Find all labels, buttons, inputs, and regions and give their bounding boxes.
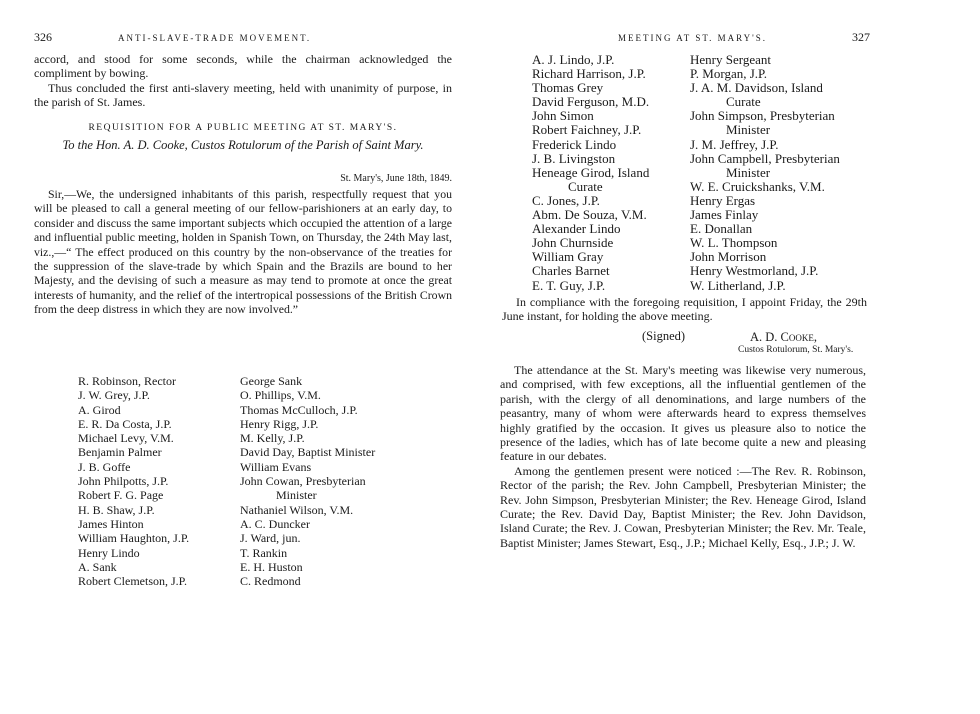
- signatory-name: C. Redmond: [240, 574, 301, 589]
- signatory-name: E. H. Huston: [240, 559, 303, 574]
- signatory-name: W. L. Thompson: [690, 235, 778, 251]
- signatory-name: Minister: [726, 122, 771, 138]
- signatory-name: W. Litherland, J.P.: [690, 277, 786, 293]
- signatory-name: J. B. Livingston: [532, 150, 616, 166]
- signatory-name: Robert Clemetson, J.P.: [78, 574, 188, 589]
- paragraph-opening: accord, and stood for some seconds, while the chairman acknowledged the compliment by bowing.: [34, 52, 452, 81]
- signatory-name: John Simpson, Presbyterian: [690, 108, 835, 124]
- paragraph-gentlemen: Among the gentlemen present were noticed :—The Rev. R. Robinson, Rector of the parish; the Rev. John Campbell, Presbyterian Minister; the Rev. John Simpson, Presbyterian Minister; the Rev. Heneage Girod, Island Curate; the Rev. David Day, Baptist Minister; the Rev. John Davidson, Island Curate; the Rev. J. Cowan, Presbyterian Minister; the Rev. Mr. Teale, Baptist Minister; James Stewart, Esq., J.P.; Michael Kelly, Esq., J.P.; J. W.: [500, 463, 866, 550]
- signatory-name: W. E. Cruickshanks, V.M.: [690, 178, 825, 194]
- signatory-name: A. Sank: [78, 559, 117, 574]
- date-line: St. Mary's, June 18th, 1849.: [340, 173, 452, 184]
- signatory-name: Robert Faichney, J.P.: [532, 122, 642, 138]
- signer-title: Custos Rotulorum, St. Mary's.: [738, 345, 854, 355]
- signatory-name: R. Robinson, Rector: [78, 374, 176, 388]
- signatory-name: John Morrison: [690, 249, 767, 265]
- signatory-name: E. Donallan: [690, 221, 753, 237]
- signatory-name: John Campbell, Presbyterian: [690, 150, 840, 166]
- signatory-name: J. Ward, jun.: [240, 531, 301, 546]
- signatory-name: Thomas McCulloch, J.P.: [240, 402, 358, 417]
- signatory-name: T. Rankin: [240, 545, 288, 560]
- signatory-name: John Cowan, Presbyterian: [240, 474, 366, 489]
- paragraph-attendance: The attendance at the St. Mary's meeting was likewise very numerous, and comprised, with few exceptions, all the influential gentlemen of the parish, with the clergy of all denominations, and large numbers of the peasantry, many of whom were afterwards heard to express themselves highly gratified by the occasion. It gives us pleasure also to notice the presence of the ladies, which has of late become quite a new and pleasing feature in our debates.: [500, 363, 866, 464]
- signatory-name: Robert F. G. Page: [78, 488, 164, 503]
- paragraph-concluded: Thus concluded the first anti-slavery meeting, held with unanimity of purpose, in the parish of St. James.: [34, 80, 452, 110]
- signatory-name: William Evans: [240, 459, 312, 474]
- signatory-name: J. W. Grey, J.P.: [78, 388, 150, 403]
- signatory-list-left: [532, 53, 649, 293]
- signatory-name: Henry Ergas: [690, 192, 756, 208]
- signatory-name: John Churnside: [532, 235, 614, 251]
- running-title-right: MEETING AT ST. MARY'S.: [618, 33, 768, 43]
- signatory-name: A. J. Lindo, J.P.: [532, 52, 615, 67]
- page-number-left: 326: [34, 30, 52, 44]
- signatory-name: Henry Lindo: [78, 545, 140, 560]
- signatory-name: Abm. De Souza, V.M.: [532, 207, 647, 223]
- signatory-name: David Day, Baptist Minister: [240, 445, 376, 460]
- signatory-name: James Finlay: [690, 207, 759, 223]
- signatory-name: Michael Levy, V.M.: [78, 431, 174, 446]
- signatory-name: P. Morgan, J.P.: [690, 66, 768, 82]
- signatory-name: A. C. Duncker: [240, 516, 310, 531]
- signatory-list-right: [690, 53, 840, 293]
- signatory-name: Thomas Grey: [532, 80, 604, 96]
- signatory-name: A. Girod: [78, 402, 121, 417]
- letter-body: Sir,—We, the undersigned inhabitants of this parish, respectfully request that you will be pleased to call a general meeting of our fellow-parishioners at an early day, to consider and discuss the same important subjects which occupied the attention of a large and influential public meeting, holden in Spanish Town, on Thursday, the 24th May last, viz.,—“ The effect produced on this country by the non-observance of the treaties for the suppression of the slave-trade by which Spain and the Brazils are bound to her Majesty, and the devising of such a measure as may tend to promote at once the great interests of humanity, and the relief of the intertropical possessions of the British Crown from the deep distress in which they are now involved.”: [34, 187, 452, 317]
- signatory-name: David Ferguson, M.D.: [532, 94, 650, 110]
- signatory-list-right: [240, 374, 375, 588]
- signatory-name: William Gray: [532, 249, 604, 265]
- signatory-name: Charles Barnet: [532, 263, 610, 279]
- signatory-name: James Hinton: [78, 516, 144, 531]
- signatory-name: Frederick Lindo: [532, 136, 617, 152]
- section-heading: REQUISITION FOR A PUBLIC MEETING AT ST. MARY'S.: [88, 123, 398, 133]
- signatory-name: O. Phillips, V.M.: [240, 388, 321, 403]
- signatory-name: Minister: [276, 488, 317, 503]
- signatory-name: Curate: [726, 94, 761, 110]
- signatory-name: J. M. Jeffrey, J.P.: [690, 136, 779, 152]
- signatory-name: J. B. Goffe: [78, 459, 131, 474]
- signatory-name: John Simon: [532, 108, 594, 124]
- signatory-name: M. Kelly, J.P.: [240, 431, 305, 446]
- signed-label: (Signed): [642, 329, 686, 343]
- signatory-name: Benjamin Palmer: [78, 445, 162, 460]
- signatory-name: Henry Rigg, J.P.: [240, 416, 319, 431]
- page-number-right: 327: [852, 30, 870, 44]
- signatory-name: E. T. Guy, J.P.: [532, 277, 606, 293]
- signatory-name: Henry Westmorland, J.P.: [690, 263, 819, 279]
- signatory-name: William Haughton, J.P.: [78, 531, 190, 546]
- signatory-name: John Philpotts, J.P.: [78, 474, 169, 489]
- signatory-name: Heneage Girod, Island: [532, 164, 650, 180]
- signatory-name: Nathaniel Wilson, V.M.: [240, 502, 354, 517]
- signatory-name: Minister: [726, 164, 771, 180]
- right-page: [490, 0, 980, 714]
- signatory-name: C. Jones, J.P.: [532, 192, 600, 208]
- signatory-name: J. A. M. Davidson, Island: [690, 80, 823, 96]
- compliance-text: In compliance with the foregoing requisition, I appoint Friday, the 29th June instant, for holding the above meeting.: [502, 295, 867, 324]
- signatory-name: Richard Harrison, J.P.: [532, 66, 646, 82]
- signatory-name: H. B. Shaw, J.P.: [78, 502, 155, 517]
- signatory-name: Alexander Lindo: [532, 221, 621, 237]
- signatory-name: E. R. Da Costa, J.P.: [78, 416, 172, 431]
- signatory-list-left: [78, 374, 189, 588]
- signatory-name: George Sank: [240, 374, 303, 388]
- running-title-left: ANTI-SLAVE-TRADE MOVEMENT.: [118, 33, 312, 43]
- signatory-name: Henry Sergeant: [690, 52, 771, 67]
- signatory-name: Curate: [568, 178, 603, 194]
- address-line: To the Hon. A. D. Cooke, Custos Rotulorum of the Parish of Saint Mary.: [62, 138, 424, 152]
- signer-name: A. D. Cooke,: [750, 330, 818, 344]
